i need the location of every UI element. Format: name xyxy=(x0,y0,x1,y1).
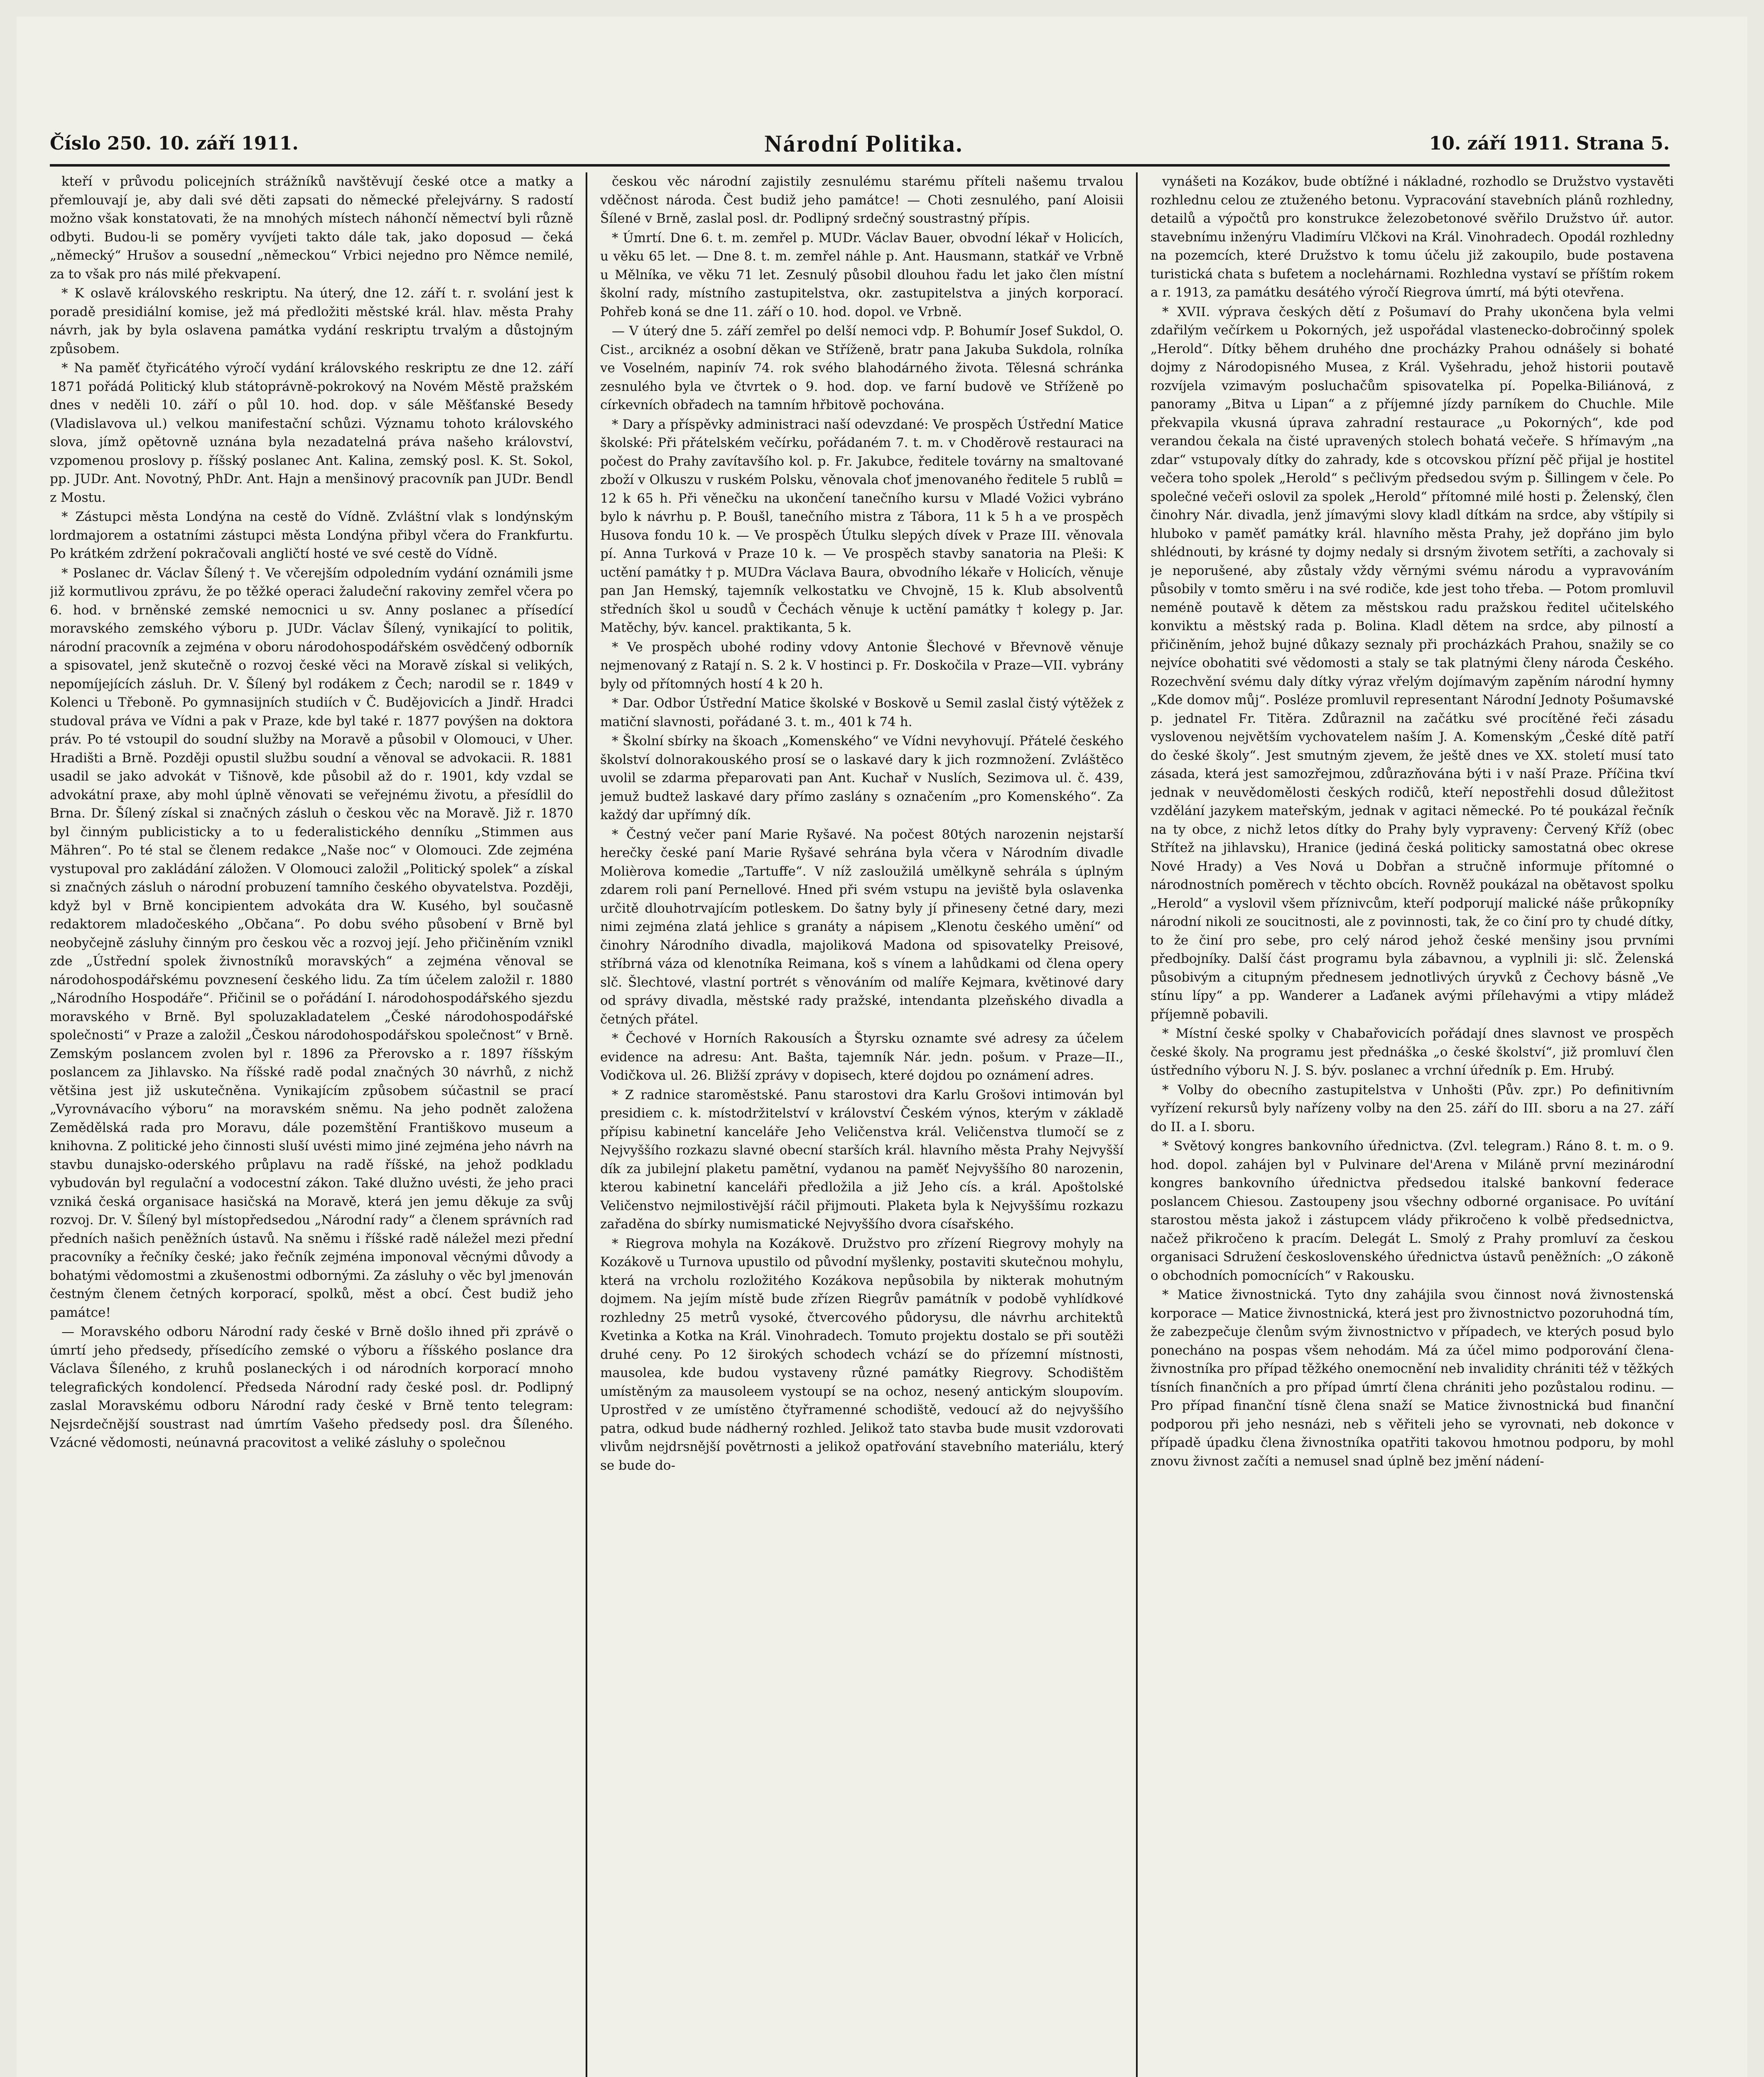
paragraph: kteří v průvodu policejních strážníků navštěvují české otce a matky a přemlouvají je, aby dali své děti zapsati do německé přelejvárny. S radostí možno však konstatovati, že na mnohých místech náhončí němectví byli různě odbyti. Budou-li se poměry vyvíjeti takto dále tak, jako doposud — čeká „německý“ Hrušov a sousední „německou“ Vrbici nejedno pro Němce nemilé, za to však pro nás milé překvapení. xyxy=(50,174,573,282)
paragraph: vynášeti na Kozákov, bude obtížné i nákladné, rozhodlo se Družstvo vystavěti rozhlednu celou ze ztuženého betonu. Vypracování stavebních plánů rozhledny, detailů a výpočtů pro konstrukce železobetonové svěřilo Družstvo úř. autor. stavebnímu inženýru Vladimíru Vlčkovi na Král. Vinohradech. Opodál rozhledny na pozemcích, které Družstvo k tomu účelu již zakoupilo, bude postavena turistická chata s bufetem a noclehárnami. Rozhledna vystaví se příštím rokem a r. 1913, za památku desátého výročí Riegrova úmrtí, má býti otevřena. xyxy=(1151,174,1674,300)
column-divider xyxy=(586,172,587,2077)
issue-number: Číslo 250. 10. září 1911. xyxy=(50,133,299,154)
paragraph: * K oslavě královského reskriptu. Na úterý, dne 12. září t. r. svolání jest k poradě presidiální komise, jež má předložiti městské král. hlav. města Prahy návrh, jak by byla oslavena památka vydání reskriptu trvalým a důstojným způsobem. xyxy=(50,286,573,356)
paragraph: * Na paměť čtyřicátého výročí vydání královského reskriptu ze dne 12. září 1871 pořádá Politický klub státoprávně-pokrokový na Novém Městě pražském dnes v neděli 10. září o půl 10. hod. dop. v sále Měšťanské Besedy (Vladislavova ul.) velkou manifestační schůzi. Významu tohoto královského slova, jímž opětovně uznána byla nezadatelná práva našeho království, vzpomenou proslovy p. říšský poslanec Ant. Kalina, zemský posl. K. St. Sokol, pp. JUDr. Ant. Novotný, PhDr. Ant. Hajn a menšinový pracovník pan JUDr. Bendl z Mostu. xyxy=(50,361,573,505)
paragraph: * Poslanec dr. Václav Šílený †. Ve včerejším odpoledním vydání oznámili jsme již kormutlivou zprávu, že po těžké operaci žaludeční rakoviny zemřel včera po 6. hod. v brněnské zemské nemocnici u sv. Anny poslanec a přísedící moravského zemského výboru p. JUDr. Václav Šílený, vynikající to politik, národní pracovník a zejména v oboru národohospodářském osvědčený odborník a spisovatel, jenž skutečně o rozvoj české věci na Moravě získal si velikých, nepomíjejících zásluh. Dr. V. Šílený byl rodákem z Čech; narodil se r. 1849 v Kolenci u Třeboně. Po gymnasijních studiích v Č. Budějovicích a Jindř. Hradci studoval práva ve Vídni a pak v Praze, kde byl také r. 1877 povýšen na doktora práv. Po té vstoupil do soudní služby na Moravě a působil v Olomouci, v Uher. Hradišti a Brně. Později opustil službu soudní a věnoval se advokacii. R. 1881 usadil se jako advokát v Tišnově, kde působil až do r. 1901, kdy vzdal se advokátní praxe, aby mohl úplně věnovati se veřejnému životu, a přesídlil do Brna. Dr. Šílený získal si značných zásluh o českou věc na Moravě. Již r. 1870 byl činným publicisticky a to u federalistického denníku „Stimmen aus Mähren“. Po té stal se členem redakce „Naše noc“ v Olomouci. Zde zejména vystupoval pro zakládání záložen. V Olomouci založil „Politický spolek“ a získal si značných zásluh o národní probuzení tamního českého obyvatelstva. Později, když byl v Brně koncipientem advokáta dra W. Kusého, byl současně redaktorem mladočeského „Občana“. Po dobu svého působení v Brně byl neobyčejně zásluhy činným pro českou věc a rozvoj její. Jeho přičiněním vznikl zde „Ústřední spolek živnostníků moravských“ a zejména věnoval se národohospodářskému povznesení českého lidu. Za tím účelem založil r. 1880 „Národního Hospodáře“. Přičinil se o pořádání I. národohospodářského sjezdu moravského v Brně. Byl spoluzakladatelem „České národohospodářské společnosti“ v Praze a založil „Českou národohospodářskou společnost“ v Brně. Zemským poslancem zvolen byl r. 1896 za Přerovsko a r. 1897 říšským poslancem za Jihlavsko. Na říšské radě podal značných 30 návrhů, z nichž většina jest již uskutečněna. Vynikajícím způsobem súčastnil se prací „Vyrovnávacího výboru“ na moravském sněmu. Na jeho podnět založena Zemědělská rada pro Moravu, dále pozemštění Františkovo museum a knihovna. Z politické jeho činnosti sluší uvésti mimo jiné zejména jeho návrh na stavbu dunajsko-oderského průplavu na radě říšské, na jehož podkladu vybudován byl regulační a vodocestní zákon. Také dlužno uvésti, že jeho praci vzniká česká organisace hasičská na Moravě, která jen jemu děkuje za svůj rozvoj. Dr. V. Šílený byl místopředsedou „Národní rady“ a členem správních rad předních našich peněžních ústavů. Na sněmu i říšské radě náležel mezi přední pracovníky a řečníky české; jako řečník zejména imponoval věcnými důvody a bohatými vědomostmi a zkušenostmi odbornými. Za zásluhy o věc byl jmenován čestným členem četných korporací, spolků, měst a obcí. Čest budiž jeho památce! xyxy=(50,565,573,1320)
paragraph: * Čestný večer paní Marie Ryšavé. Na počest 80tých narozenin nejstarší herečky české paní Marie Ryšavé sehrána byla včera v Národním divadle Molièrova komedie „Tartuffe“. V níž zasloužilá umělkyně sehrála s úplným zdarem roli paní Pernellové. Hned při svém vstupu na jeviště byla oslavenka určitě dlouhotrvajícím potleskem. Do šatny byly jí přineseny četné dary, mezi nimi zejména zlatá jehlice s granáty a nápisem „Klenotu českého umění“ od činohry Národního divadla, majoliková Madona od spisovatelky Preisové, stříbrná váza od klenotníka Reimana, koš s vínem a lahůdkami od člena opery slč. Šlechtové, vlastní portrét s věnováním od malíře Kejmara, květinové dary od správy divadla, městské rady pražské, intendanta plzeňského divadla a četných přátel. xyxy=(600,827,1124,1027)
column-3 xyxy=(1151,172,1674,2077)
paragraph: * Čechové v Horních Rakousích a Štyrsku oznamte své adresy za účelem evidence na adresu: Ant. Bašta, tajemník Nár. jedn. pošum. v Praze—II., Vodičkova ul. 26. Bližší zprávy v dopisech, které dojdou po oznámení adres. xyxy=(600,1031,1124,1083)
paragraph: * Volby do obecního zastupitelstva v Unhošti (Pův. zpr.) Po definitivním vyřízení rekursů byly nařízeny volby na den 25. září do III. sboru a na 27. září do II. a I. sboru. xyxy=(1151,1082,1674,1134)
paragraph: — V úterý dne 5. září zemřel po delší nemoci vdp. P. Bohumír Josef Sukdol, O. Cist., arciknéz a osobní děkan ve Stříženě, bratr pana Jakuba Sukdola, rolníka ve Voselném, napinív 74. rok svého blahodárného života. Tělesná schránka zesnulého byla ve čtvrtek o 9. hod. dop. ve farní budově ve Stříženě po církevních obřadech na tamním hřbitově pochována. xyxy=(600,324,1124,412)
paragraph: — Moravského odboru Národní rady české v Brně došlo ihned při zprávě o úmrtí jeho předsedy, přísedícího zemské o výboru a říšského poslance dra Václava Šíleného, z kruhů poslaneckých i od národních korporací mnoho telegrafických kondolencí. Předseda Národní rady české posl. dr. Podlipný zaslal Moravskému odboru Národní rady české v Brně tento telegram: Nejsrdečnější soustrast nad úmrtím Vašeho předsedy posl. dra Šíleného. Vzácné vědomosti, neúnavná pracovitost a veliké zásluhy o společnou xyxy=(50,1324,573,1450)
paragraph: * Dary a příspěvky administraci naší odevzdané: Ve prospěch Ústřední Matice školské: Při přátelském večírku, pořádaném 7. t. m. v Choděrově restauraci na počest do Prahy zavítavšího kol. p. Fr. Jakubce, ředitele továrny na smaltované zboží v Olkuszu v ruském Polsku, věnovala choť jmenovaného ředitele 5 rublů = 12 k 65 h. Při věnečku na ukončení tanečního kursu v Mladé Vožici vybráno bylo k návrhu p. P. Boušl, tanečního mistra z Tábora, 11 k 5 h a ve prospěch Husova fondu 10 k. — Ve prospěch Útulku slepých dívek v Praze III. věnovala pí. Anna Turková v Praze 10 k. — Ve prospěch stavby sanatoria na Pleši: K uctění památky † p. MUDra Václava Baura, obvodního lékaře v Holicích, věnuje pan Jan Hemský, tajemník velkostatku ve Chvojně, 15 k. Klub absolventů středních škol u soudů v Čechách věnuje k uctění památky † kolegy p. Jar. Matěchy, býv. kancel. praktikanta, 5 k. xyxy=(600,417,1124,635)
header-rule xyxy=(50,164,1670,167)
page-header xyxy=(50,125,1670,162)
paragraph: * Matice živnostnická. Tyto dny zahájila svou činnost nová živnostenská korporace — Matice živnostnická, která jest pro živnostnictvo pozoruhodná tím, že zabezpečuje členům svým živnostnictvo v případech, ve kterých posud bylo ponecháno na pospas všem nehodám. Má za účel mimo podporování člena-živnostníka pro případ těžkého onemocnění neb invalidity chrániti též v těžkých tísních finančních a pro případ úmrtí člena chrániti jeho pozůstalou rodinu. — Pro případ finanční tísně člena snaží se Matice živnostnická bud finanční podporou při jeho nesnázi, neb s věřiteli jeho se vyrovnati, neb dokonce v případě úpadku člena živnostníka opatřiti takovou hmotnou podporu, by mohl znovu živnost začíti a nemusel snad úplně bez jmění nádení- xyxy=(1151,1287,1674,1469)
paragraph: českou věc národní zajistily zesnulému starému příteli našemu trvalou vděčnost národa. Čest budiž jeho památce! — Choti zesnulého, paní Aloisii Šílené v Brně, zaslal posl. dr. Podlipný srdečný soustrastný přípis. xyxy=(600,174,1124,226)
column-divider xyxy=(1136,172,1138,2077)
paragraph: * Riegrova mohyla na Kozákově. Družstvo pro zřízení Riegrovy mohyly na Kozákově u Turnova upustilo od původní myšlenky, postaviti skutečnou mohylu, která na vrcholu rozložitého Kozákova nepůsobila by nikterak mohutným dojmem. Na jejím místě bude zřízen Riegrův památník v podobě vyhlídkové rozhledny 25 metrů vysoké, čtvercového půdorysu, dle návrhu architektů Kvetinka a Kotka na Král. Vinohradech. Tomuto projektu dostalo se při soutěži druhé ceny. Po 12 širokých schodech vchází se do přízemní místnosti, mausolea, kde budou vystaveny různé památky Riegrovy. Schodištěm umístěným za mausoleem vystoupí se na ochoz, nesený antickým sloupovím. Uprostřed v ze umístěno čtyřramenné schodiště, vedoucí až do nejvyššího patra, odkud bude nádherný rozhled. Jelikož tato stavba bude musit vzdorovati vlivům nejdrsnější povětrnosti a jelikož opatřování stavebního materiálu, který se bude do- xyxy=(600,1236,1124,1473)
masthead-title: Národní Politika. xyxy=(764,130,964,157)
paragraph: * Z radnice staroměstské. Panu starostovi dra Karlu Grošovi intimován byl presidiem c. k. místodržitelství v království Českém výnos, kterým v základě přípisu kabinetní kanceláře Jeho Veličenstva král. Veličenstva tlumočí se z Nejvyššího rozkazu slavné obecní starších král. hlavního města Prahy Nejvyšší dík za jubilejní plaketu pamětní, vydanou na paměť Nejvyššího 80 narozenin, kterou kabinetní kanceláři předložila a již Jeho cís. a král. Apoštolské Veličenstvo nejmilostivější ráčil přijmouti. Plaketa byla k Nejvyššímu rozkazu zařaděna do sbírky numismatické Nejvyššího dvora císařského. xyxy=(600,1087,1124,1232)
paragraph: * Zástupci města Londýna na cestě do Vídně. Zvláštní vlak s londýnským lordmajorem a ostatními zástupci města Londýna přibyl včera do Frankfurtu. Po krátkém zdržení pokračovali angličtí hosté ve své cestě do Vídně. xyxy=(50,509,573,561)
date-and-page-number: 10. září 1911. Strana 5. xyxy=(1429,133,1670,154)
paragraph: * Úmrtí. Dne 6. t. m. zemřel p. MUDr. Václav Bauer, obvodní lékař v Holicích, u věku 65 let. — Dne 8. t. m. zemřel náhle p. Ant. Hausmann, statkář ve Vrbně u Mělníka, ve věku 71 let. Zesnulý působil dlouhou řadu let jako člen místní školní rady, místního zastupitelstva, okr. zastupitelstva a jiných korporací. Pohřeb koná se dne 11. září o 10. hod. dopol. ve Vrbně. xyxy=(600,230,1124,319)
paragraph: * Dar. Odbor Ústřední Matice školské v Boskově u Semil zaslal čistý výtěžek z matiční slavnosti, pořádané 3. t. m., 401 k 74 h. xyxy=(600,696,1124,729)
column-1 xyxy=(50,172,573,2077)
paragraph: * Školní sbírky na škoach „Komenského“ ve Vídni nevyhovují. Přátelé českého školství dolnorakouského prosí se o laskavé dary k jich rozmnožení. Zvláštěco uvolil se zdarma přeparovati pan Ant. Kuchař v Nuslích, Sezimova ul. č. 439, jemuž budtež laskavé dary přímo zaslány s označením „pro Komenského“. Za každý dar upřímný dík. xyxy=(600,734,1124,822)
paragraph: * XVII. výprava českých dětí z Pošumaví do Prahy ukončena byla velmi zdařilým večírkem u Pokorných, jež uspořádal vlastenecko-dobročinný spolek „Herold“. Dítky během druhého dne procházky Prahou odnášely si bohaté dojmy z Národopisného Musea, z Král. Vyšehradu, jehož historii poutavě rozvíjela vzimavým posluchačům spisovatelka pí. Popelka-Biliánová, z panoramy „Bitva u Lipan“ a z příjemné jízdy parníkem do Chuchle. Mile překvapila vkusná úprava zahradní restaurace „u Pokorných“, kde pod verandou čekala na čisté upravených stolech bohatá večeře. S hřímavým „na zdar“ vstupovaly dítky do zahrady, kde s otcovskou přízní pěč přijal je hostitel večera toho spolek „Herold“ s pečlivým předsedou svým p. Šillingem v čele. Po společné večeři oslovil za spolek „Herold“ přítomné milé hosti p. Želenský, člen činohry Nár. divadla, jenž jímavými slovy kladl dítkám na srdce, aby vštípily si hluboko v paměť památky král. hlavního města Prahy, jež dopřáno jim bylo shlédnouti, by krásné ty dojmy nedaly si drsným životem setříti, a zachovaly si je neporušené, aby zůstaly vždy věrnými svému národu a vypravováním působily v tomto směru i na své rodiče, kde jest toho třeba. — Potom promluvil neméně poutavě k dětem za městskou radu pražskou ředitel učitelského konviktu a městský rada p. Bolina. Kladl dětem na srdce, aby pilností a přičiněním, jehož bujné důkazy seznaly při procházkách Prahou, snažily se co nejvíce obohatiti své vědomosti a staly se tak platnými členy národa Českého. Rozechvění svému daly dítky výraz vřelým dojímavým zapěním národní hymny „Kde domov můj“. Posléze promluvil representant Národní Jednoty Pošumavské p. jednatel Fr. Titěra. Zdůraznil na začátku své procítěné řeči zásadu vyslovenou největším vychovatelem naším J. A. Komenským „České dítě patří do české školy“. Jest smutným zjevem, že ještě dnes ve XX. století musí tato zásada, která jest samozřejmou, zdůrazňována býti i v naší Praze. Příčina tkví jednak v neuvědomělosti českých rodičů, kteří nepostřehli dosud důležitost vzdělání jazykem mateřským, jednak v agitaci německé. Po té poukázal řečník na ty obce, z nichž letos dítky do Prahy byly vypraveny: Červený Kříž (obec Střítež na jihlavsku), Hranice (jediná česká politicky samostatná obec okrese Nové Hrady) a Ves Nová u Dobřan a stručně informuje přítomné o národnostních poměrech v těchto obcích. Rovněž poukázal na obětavost spolku „Herold“ a vyslovil všem příznivcům, kteří podporují malické náše průkopníky národní nikoli ze soucitnosti, ale z povinnosti, tak, že co činí pro ty chudé dítky, to že činí pro sebe, pro celý národ jehož české menšiny jsou prvními předbojníky. Další část programu byla zábavnou, a vyplnili ji: slč. Želenská působivým a citupným přednesem jednotlivých úryvků z Čechovy básně „Ve stínu lípy“ a pp. Wanderer a Laďanek avými přílehavými a vtipy mládež příjemně pobavili. xyxy=(1151,304,1674,1022)
paragraph: * Světový kongres bankovního úřednictva. (Zvl. telegram.) Ráno 8. t. m. o 9. hod. dopol. zahájen byl v Pulvinare del'Arena v Miláně první mezinárodní kongres bankovního úřednictva předsedou italské bankovní federace poslancem Chiesou. Zastoupeny jsou všechny odborné organisace. Po uvítání starostou města jakož i zástupcem vlády přikročeno k volbě předsednictva, načež přikročeno k pracím. Delegát L. Smolý z Prahy promluví za českou organisaci Sdružení československého úřednictva ústavů peněžních: „O zákoně o obchodních pomocnících“ v Rakousku. xyxy=(1151,1139,1674,1283)
column-2 xyxy=(600,172,1124,2077)
paragraph: * Místní české spolky v Chabařovicích pořádají dnes slavnost ve prospěch české školy. Na programu jest přednáška „o české školství“, již promluví člen ústředního výboru N. J. S. býv. poslanec a vrchní úředník p. Em. Hrubý. xyxy=(1151,1026,1674,1078)
paragraph: * Ve prospěch ubohé rodiny vdovy Antonie Šlechové v Břevnově věnuje nejmenovaný z Ratají n. S. 2 k. V hostinci p. Fr. Doskočila v Praze—VII. vybrány byly od přítomných hostí 4 k 20 h. xyxy=(600,639,1124,692)
